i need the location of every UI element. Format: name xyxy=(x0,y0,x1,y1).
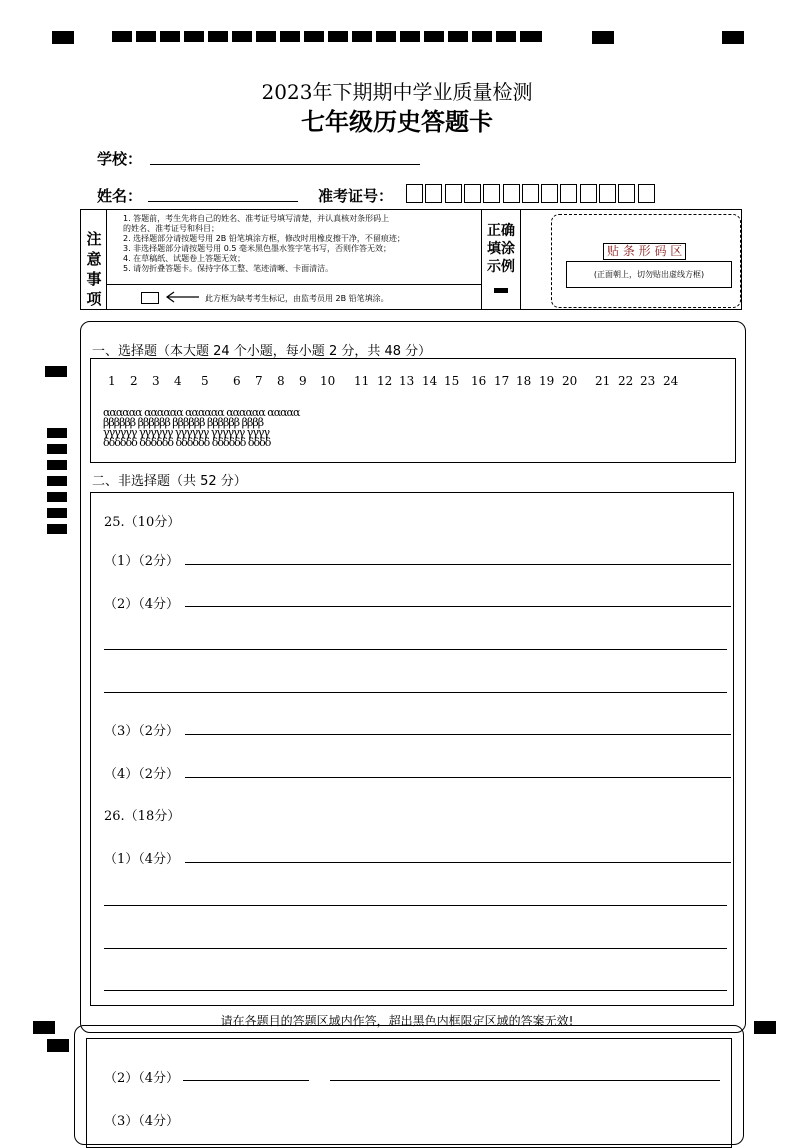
answer-line[interactable] xyxy=(185,606,731,607)
question-number: 3 xyxy=(152,374,160,388)
bubble-row-d[interactable]: δδδδδδ δδδδδδ δδδδδδ δδδδδδ δδδδ xyxy=(103,436,271,449)
id-digit-box[interactable] xyxy=(560,184,577,203)
timing-mark xyxy=(400,31,420,42)
name-label: 姓名： xyxy=(97,187,143,205)
answer-line[interactable] xyxy=(104,905,727,906)
exam-title: 2023年下期期中学业质量检测 xyxy=(261,80,533,104)
question-number: 2 xyxy=(130,374,138,388)
school-field[interactable] xyxy=(150,164,420,165)
timing-mark xyxy=(232,31,252,42)
timing-mark xyxy=(52,31,74,44)
timing-mark xyxy=(592,31,614,44)
question-number: 8 xyxy=(277,374,285,388)
id-digit-box[interactable] xyxy=(503,184,520,203)
absent-checkbox[interactable] xyxy=(141,292,159,304)
notice-box xyxy=(80,209,742,310)
question-25-2: （2）（4分） xyxy=(104,597,180,612)
timing-mark xyxy=(256,31,276,42)
notice-label: 注 意 事 项 xyxy=(86,230,102,308)
question-25-4: （4）（2分） xyxy=(104,767,180,782)
question-number: 1 xyxy=(108,374,116,388)
timing-mark xyxy=(47,524,67,534)
timing-mark xyxy=(280,31,300,42)
barcode-note: (正面朝上，切勿贴出虚线方框) xyxy=(593,270,705,279)
question-number: 24 xyxy=(663,374,679,388)
notice-item: 的姓名、准考证号和科目； xyxy=(123,224,219,233)
timing-mark xyxy=(47,492,67,502)
answer-line[interactable] xyxy=(330,1080,720,1081)
question-number: 12 xyxy=(377,374,393,388)
section2-title: 二、非选择题（共 52 分） xyxy=(92,474,247,489)
timing-mark xyxy=(722,31,744,44)
question-number: 19 xyxy=(539,374,555,388)
timing-mark xyxy=(136,31,156,42)
question-number: 16 xyxy=(471,374,487,388)
answer-line[interactable] xyxy=(104,692,727,693)
bubble-row-b[interactable]: ββββββ ββββββ ββββββ ββββββ ββββ xyxy=(103,416,264,429)
question-number: 9 xyxy=(299,374,307,388)
question-number: 4 xyxy=(174,374,182,388)
question-number: 20 xyxy=(562,374,578,388)
id-digit-box[interactable] xyxy=(483,184,500,203)
notice-item: 3. 非选择题部分请按题号用 0.5 毫米黑色墨水签字笔书写，否则作答无效； xyxy=(123,244,391,253)
question-number: 11 xyxy=(354,374,370,388)
question-26-1: （1）（4分） xyxy=(104,852,180,867)
fill-example-label: 正确 填涂 示例 xyxy=(487,223,515,275)
timing-mark xyxy=(45,366,67,377)
arrow-left-icon xyxy=(163,290,201,304)
timing-mark xyxy=(448,31,468,42)
question-26-3: （3）（4分） xyxy=(104,1114,180,1129)
fill-example-mark xyxy=(494,288,508,293)
id-digit-box[interactable] xyxy=(406,184,423,203)
question-number: 6 xyxy=(233,374,241,388)
timing-mark xyxy=(184,31,204,42)
id-digit-box[interactable] xyxy=(445,184,462,203)
question-number: 14 xyxy=(422,374,438,388)
question-number: 13 xyxy=(399,374,415,388)
question-26: 26.（18分） xyxy=(104,809,181,824)
timing-mark xyxy=(112,31,132,42)
timing-mark xyxy=(47,444,67,454)
bubble-row-a[interactable]: αααααα αααααα αααααα αααααα ααααα xyxy=(103,406,300,419)
name-field[interactable] xyxy=(148,201,298,202)
barcode-title: 贴 条 形 码 区 xyxy=(603,243,686,260)
question-number: 10 xyxy=(320,374,336,388)
card-title: 七年级历史答题卡 xyxy=(301,108,493,136)
question-number: 7 xyxy=(255,374,263,388)
free-answer-box xyxy=(90,492,734,1006)
answer-line[interactable] xyxy=(104,990,727,991)
answer-line[interactable] xyxy=(183,1080,309,1081)
timing-mark xyxy=(47,508,67,518)
answer-line[interactable] xyxy=(185,862,731,863)
answer-line[interactable] xyxy=(185,564,731,565)
notice-items xyxy=(123,214,405,274)
id-digit-box[interactable] xyxy=(580,184,597,203)
bubble-row-c[interactable]: γγγγγγ γγγγγγ γγγγγγ γγγγγγ γγγγ xyxy=(103,426,270,439)
area-warning: 请在各题目的答题区域内作答，超出黑色内框限定区域的答案无效! xyxy=(220,1014,574,1028)
id-digit-box[interactable] xyxy=(464,184,481,203)
absent-note: 此方框为缺考考生标记，由监考员用 2B 铅笔填涂。 xyxy=(205,294,389,303)
id-digit-box[interactable] xyxy=(425,184,442,203)
timing-mark xyxy=(496,31,516,42)
timing-mark xyxy=(208,31,228,42)
question-number: 18 xyxy=(516,374,532,388)
id-digit-box[interactable] xyxy=(618,184,635,203)
notice-item: 1. 答题前，考生先将自己的姓名、准考证号填写清楚，并认真核对条形码上 xyxy=(123,214,390,223)
answer-line[interactable] xyxy=(185,777,731,778)
question-25-3: （3）（2分） xyxy=(104,724,180,739)
notice-item: 2. 选择题部分请按题号用 2B 铅笔填涂方框，修改时用橡皮擦干净，不留痕迹； xyxy=(123,234,405,243)
id-digit-box[interactable] xyxy=(599,184,616,203)
answer-line[interactable] xyxy=(104,948,727,949)
question-number: 17 xyxy=(494,374,510,388)
question-number: 22 xyxy=(618,374,634,388)
timing-mark xyxy=(424,31,444,42)
timing-mark xyxy=(520,31,542,42)
section1-title: 一、选择题（本大题 24 个小题，每小题 2 分，共 48 分） xyxy=(92,344,432,359)
timing-mark xyxy=(376,31,396,42)
question-25: 25.（10分） xyxy=(104,515,181,530)
id-digit-box[interactable] xyxy=(541,184,558,203)
question-25-1: （1）（2分） xyxy=(104,554,180,569)
timing-mark xyxy=(160,31,180,42)
timing-mark xyxy=(304,31,324,42)
timing-mark xyxy=(47,1039,69,1052)
id-digit-box[interactable] xyxy=(522,184,539,203)
id-digit-box[interactable] xyxy=(638,184,655,203)
question-number: 15 xyxy=(444,374,460,388)
free-answer-box-2 xyxy=(86,1038,732,1148)
timing-mark xyxy=(47,428,67,438)
timing-mark xyxy=(328,31,348,42)
question-number: 5 xyxy=(201,374,209,388)
question-26-2: （2）（4分） xyxy=(104,1071,180,1086)
answer-line[interactable] xyxy=(185,734,731,735)
answer-line[interactable] xyxy=(104,649,727,650)
answer-bubbles[interactable] xyxy=(103,398,299,448)
timing-mark xyxy=(472,31,492,42)
question-number: 21 xyxy=(595,374,611,388)
id-label: 准考证号： xyxy=(318,187,394,205)
timing-mark xyxy=(352,31,372,42)
notice-item: 5. 请勿折叠答题卡。保持字体工整、笔迹清晰、卡面清洁。 xyxy=(123,264,334,273)
question-number: 23 xyxy=(640,374,656,388)
timing-mark xyxy=(47,460,67,470)
notice-item: 4. 在草稿纸、试题卷上答题无效； xyxy=(123,254,246,263)
school-label: 学校： xyxy=(97,150,143,168)
timing-mark xyxy=(47,476,67,486)
